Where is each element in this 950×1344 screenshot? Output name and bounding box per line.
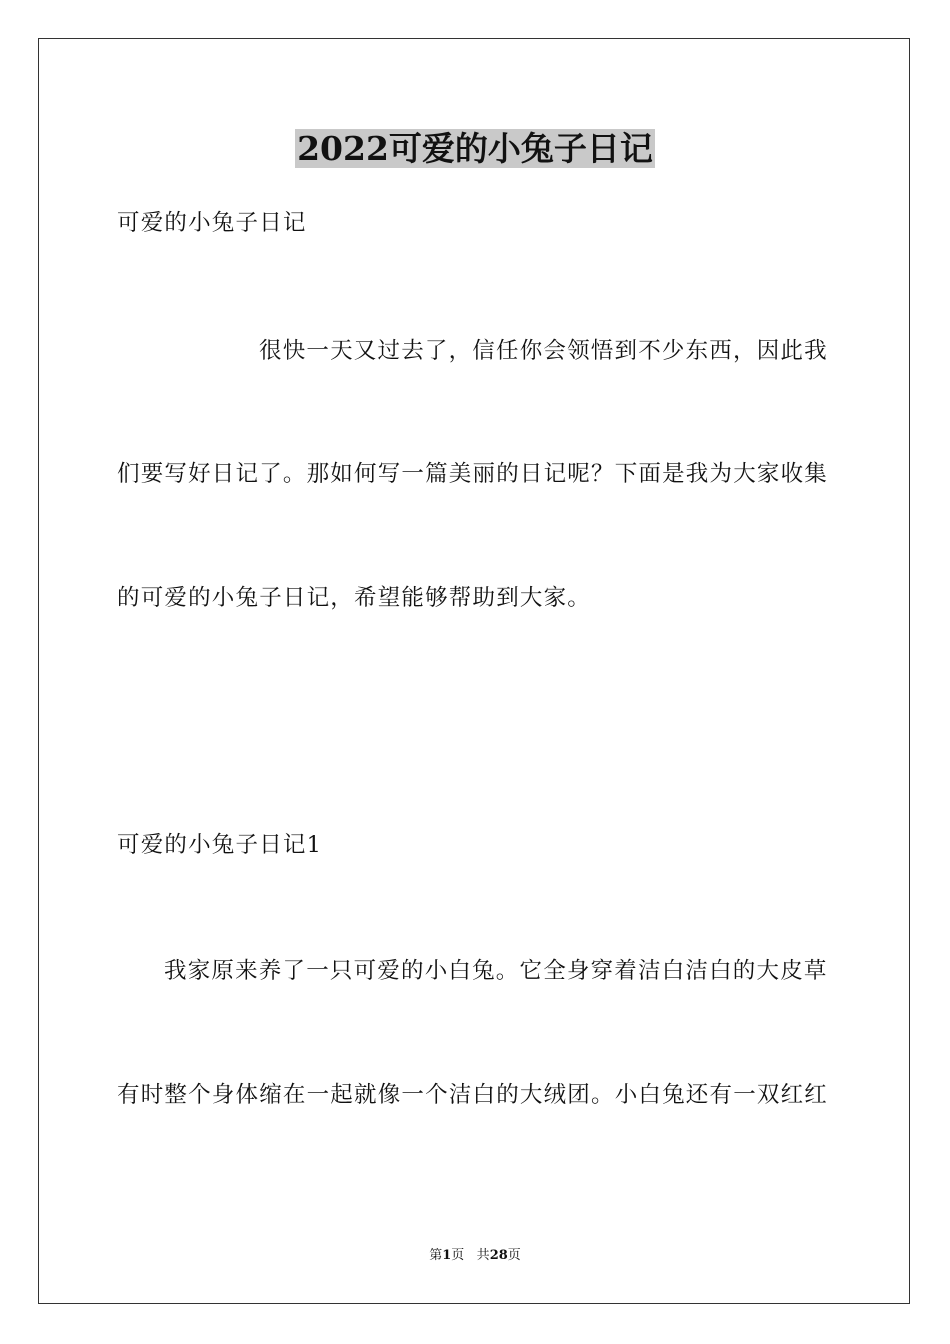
footer-page-prefix: 第: [429, 1248, 443, 1263]
footer-page-suffix: 页: [451, 1248, 465, 1263]
document-title: [0, 128, 950, 170]
section-heading: 可爱的小兔子日记1: [117, 832, 323, 858]
section-line-2: 有时整个身体缩在一起就像一个洁白的大绒团。小白兔还有一双红红: [117, 1082, 829, 1108]
footer-page-number: 1: [442, 1248, 452, 1263]
intro-line-1: 很快一天又过去了，信任你会领悟到不少东西，因此我: [259, 338, 828, 364]
footer-total-prefix: 共: [476, 1248, 490, 1263]
footer-total-suffix: 页: [507, 1248, 521, 1263]
document-title-text: 2022可爱的小兔子日记: [297, 129, 653, 168]
intro-line-2: 们要写好日记了。那如何写一篇美丽的日记呢？下面是我为大家收集: [117, 461, 829, 487]
footer-total-pages: 28: [489, 1248, 508, 1263]
section-line-1: 我家原来养了一只可爱的小白兔。它全身穿着洁白洁白的大皮草: [164, 958, 828, 984]
document-subtitle: 可爱的小兔子日记: [117, 210, 307, 236]
intro-line-3: 的可爱的小兔子日记，希望能够帮助到大家。: [117, 585, 592, 611]
page-footer: [0, 1247, 950, 1265]
